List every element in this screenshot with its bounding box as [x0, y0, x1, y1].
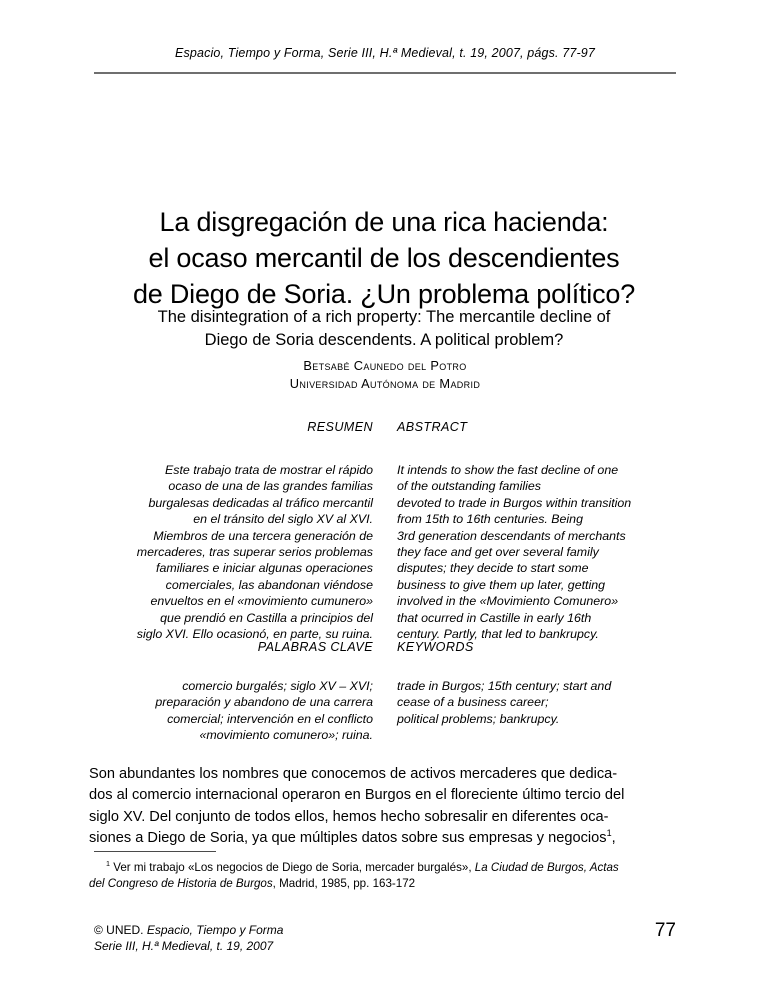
title-line: el ocaso mercantil de los descendientes	[148, 243, 620, 274]
body-line-with-footnote	[89, 828, 681, 849]
author-block	[94, 357, 676, 393]
column-gap	[373, 678, 397, 744]
column-gap	[373, 462, 397, 642]
footnote-title-italic-cont: del Congreso de Historia de Burgos	[89, 876, 273, 890]
abstract-line: business to give them up later, getting	[397, 577, 606, 592]
footer-line-1	[94, 923, 283, 939]
abstract-section	[94, 418, 676, 642]
author-affiliation: Universidad Autónoma de Madrid	[289, 376, 481, 391]
footnote	[89, 860, 683, 891]
page-title-spanish	[64, 204, 704, 312]
abstract-headings-row	[94, 418, 676, 436]
header-rule	[94, 72, 676, 74]
abstract-body-english	[397, 462, 676, 642]
abstract-line: Miembros de una tercera generación de	[153, 528, 373, 543]
footnote-line	[89, 860, 683, 876]
abstract-line: ocaso de una de las grandes familias	[168, 479, 373, 494]
body-line: dos al comercio internacional operaron en Burgos en el floreciente último tercio del	[89, 787, 625, 804]
footnote-citation: , Madrid, 1985, pp. 163-172	[272, 876, 416, 890]
abstract-line: that ocurred in Castille in early 16th	[397, 610, 592, 625]
keywords-line: trade in Burgos; 15th century; start and	[397, 679, 612, 693]
keywords-line: preparación y abandono de una carrera	[155, 695, 373, 710]
footnote-marker: 1	[106, 859, 110, 869]
body-paragraph	[89, 764, 681, 849]
abstract-line: envueltos en el «movimiento cumunero»	[150, 594, 373, 609]
running-head: Espacio, Tiempo y Forma, Serie III, H.ª Medieval, t. 19, 2007, págs. 77-97	[175, 46, 595, 60]
keywords-heading-english: KEYWORDS	[397, 640, 474, 654]
keywords-heading-english-cell	[397, 638, 676, 656]
abstract-line: disputes; they decide to start some	[397, 561, 589, 576]
body-line-text: siones a Diego de Soria, ya que múltiples datos sobre sus empresas y negocios	[89, 829, 607, 846]
abstract-line: involved in the «Movimiento Comunero»	[397, 594, 619, 609]
abstract-line: en el tránsito del siglo XV al XVI.	[193, 512, 373, 527]
footer-copyright	[94, 923, 283, 954]
abstract-heading-spanish: RESUMEN	[307, 420, 373, 434]
footnote-reference-marker[interactable]: 1	[606, 828, 612, 839]
keywords-heading-spanish: PALABRAS CLAVE	[257, 640, 373, 654]
keywords-body-row	[94, 678, 676, 744]
abstract-line: century. Partly, that led to bankrupcy.	[397, 627, 599, 642]
keywords-line: comercio burgalés; siglo XV – XVI;	[182, 679, 373, 693]
column-gap	[373, 418, 397, 436]
footer-publisher: UNED.	[102, 923, 147, 937]
keywords-section	[94, 638, 676, 744]
keywords-line: cease of a business career;	[397, 695, 549, 710]
footnote-separator-rule	[94, 851, 216, 852]
body-line-tail: ,	[611, 829, 616, 846]
keywords-line: «movimiento comunero»; ruina.	[199, 728, 373, 743]
abstract-line: Este trabajo trata de mostrar el rápido	[165, 463, 373, 477]
abstract-line: It intends to show the fast decline of one	[397, 463, 619, 477]
author-name: Betsabé Caunedo del Potro	[303, 358, 467, 373]
spacer	[94, 656, 676, 678]
abstract-line: comerciales, las abandonan viéndose	[165, 577, 373, 592]
subtitle-line: Diego de Soria descendents. A political problem?	[204, 330, 564, 349]
abstract-line: familiares e iniciar algunas operaciones	[156, 561, 373, 576]
abstract-heading-english: ABSTRACT	[397, 420, 468, 434]
footer-journal-title: Espacio, Tiempo y Forma	[146, 923, 284, 937]
keywords-heading-spanish-cell	[94, 638, 373, 656]
footnote-title-italic: La Ciudad de Burgos, Actas	[474, 861, 619, 874]
spacer	[94, 436, 676, 462]
keywords-headings-row	[94, 638, 676, 656]
abstract-heading-english-cell	[397, 418, 676, 436]
footnote-line	[89, 876, 683, 892]
footer-line-2: Serie III, H.ª Medieval, t. 19, 2007	[94, 938, 274, 953]
subtitle-line: The disintegration of a rich property: The mercantile decline of	[157, 307, 611, 326]
title-line: La disgregación de una rica hacienda:	[159, 207, 609, 238]
keywords-body-spanish	[94, 678, 373, 744]
abstract-line: they face and get over several family	[397, 545, 599, 560]
abstract-line: 3rd generation descendants of merchants	[397, 528, 626, 543]
abstract-line: burgalesas dedicadas al tráfico mercantil	[148, 495, 373, 510]
body-line: Son abundantes los nombres que conocemos de activos mercaderes que dedica-	[89, 766, 618, 782]
page-title-english	[84, 306, 684, 352]
footnote-text: Ver mi trabajo «Los negocios de Diego de Soria, mercader burgalés»,	[110, 861, 475, 874]
column-gap	[373, 638, 397, 656]
abstract-body-row	[94, 462, 676, 642]
keywords-line: political problems; bankrupcy.	[397, 711, 560, 726]
copyright-icon: ©	[94, 923, 103, 937]
abstract-line: que prendió en Castilla a principios del	[160, 610, 373, 625]
abstract-line: of the outstanding families	[397, 479, 541, 494]
abstract-line: devoted to trade in Burgos within transition	[397, 495, 632, 510]
body-line: siglo XV. Del conjunto de todos ellos, hemos hecho sobresalir en diferentes oca-	[89, 808, 609, 825]
page-number: 77	[654, 920, 676, 941]
abstract-line: from 15th to 16th centuries. Being	[397, 512, 583, 527]
title-line: de Diego de Soria. ¿Un problema político?	[132, 279, 636, 310]
abstract-line: siglo XVI. Ello ocasionó, en parte, su ruina.	[136, 627, 373, 642]
abstract-body-spanish	[94, 462, 373, 642]
keywords-body-english	[397, 678, 676, 744]
abstract-heading-spanish-cell	[94, 418, 373, 436]
abstract-line: mercaderes, tras superar serios problemas	[136, 545, 373, 560]
keywords-line: comercial; intervención en el conflicto	[167, 711, 373, 726]
